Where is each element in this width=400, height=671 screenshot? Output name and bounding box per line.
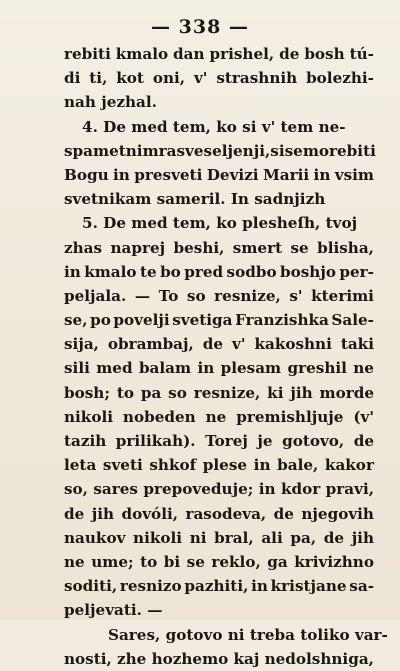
text-line: zhas naprej beshi, smert se blisha, — [64, 238, 374, 257]
text-line: se, po povelji svetiga Franzishka Sale- — [64, 311, 374, 330]
text-line: tazih prilikah). Torej je gotovo, de — [64, 432, 374, 450]
text-line: rebiti kmalo dan prishel, de bosh tú- — [64, 45, 374, 63]
text-line: soditi, resnizo pazhiti, in kristjane sa- — [64, 577, 374, 596]
text-line: sili med balam in plesam greshil ne — [64, 359, 374, 378]
text-line: di ti, kot oni, v' strashnih bolezhi- — [64, 69, 374, 88]
text-line: nikoli nobeden ne premishljuje (v' — [64, 407, 374, 426]
page-number-header: — 338 — — [151, 16, 249, 38]
text-line: svetnikam sameril. In sadnjizh — [64, 190, 326, 209]
text-line: 4. De med tem, ko si v' tem ne- — [82, 117, 346, 136]
text-line: peljala. — To so resnize, s' kterimi — [64, 286, 374, 305]
text-line: sija, obrambaj, de v' kakoshni taki — [64, 335, 374, 354]
text-line: naukov nikoli ni bral, ali pa, de jih — [64, 528, 374, 547]
text-line: bosh; to pa so resnize, ki jih morde — [64, 383, 374, 402]
text-line: peljevati. — — [64, 601, 163, 620]
text-line: nosti, zhe hozhemo kaj nedolshniga, — [64, 649, 374, 668]
text-line: in kmalo te bo pred sodbo boshjo per- — [64, 262, 374, 281]
text-line: nah jezhal. — [64, 93, 157, 112]
page-text-body — [64, 42, 388, 671]
text-line: Sares, gotovo ni treba toliko var- — [108, 625, 388, 644]
text-line: so, sares prepoveduje; in kdor pravi, — [64, 480, 374, 499]
text-line: Bogu in presveti Devizi Marii in vsim — [64, 165, 374, 184]
text-line: de jih dovóli, rasodeva, de njegovih — [64, 504, 374, 523]
text-line: leta sveti shkof plese in bale, kakor — [64, 456, 374, 475]
text-line: spametnim rasveseljenji, si se morebiti — [64, 141, 376, 160]
text-line: 5. De med tem, ko plesheſh, tvoj — [82, 214, 358, 233]
text-line: ne ume; to bi se reklo, ga krivizhno — [64, 552, 374, 571]
